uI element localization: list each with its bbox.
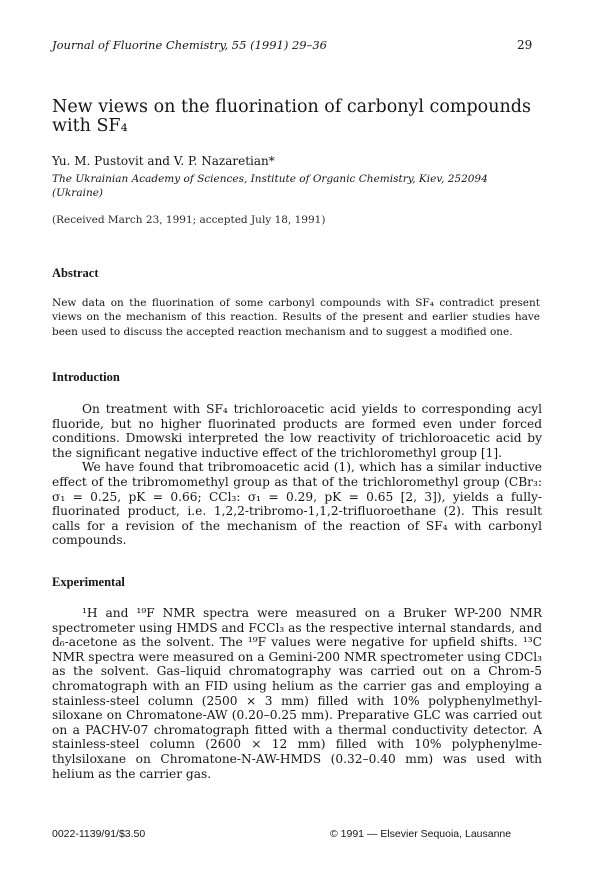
footer-copyright: © 1991 — Elsevier Sequoia, Lausanne xyxy=(330,828,512,840)
received-dates: (Received March 23, 1991; accepted July 18, 1991) xyxy=(52,214,326,226)
experimental-paragraph-1: ¹H and ¹⁹F NMR spectra were measured on a Bruker WP-200 NMR spectrometer using HMDS and FCCl₃ as the respective internal standards, and d₆-acetone as the solvent. The ¹⁹F values were negative for upfield shifts. ¹³C NMR spectra were measured on a Gemini-200 NMR spectrometer using CDCl₃ as the solvent. Gas–liquid chromatography was carried out on a Chrom-5 chromatograph with an FID using helium as the carrier gas and employing a stainless-steel column (2500 × 3 mm) filled with 10% polyphenylmethyl-siloxane on Chromatone-AW (0.20–0.25 mm). Preparative GLC was carried out on a PACHV-07 chromatograph fitted with a thermal conductivity detector. A stainless-steel column (2600 × 12 mm) filled with 10% polyphenylme-thylsiloxane on Chromatone-N-AW-HMDS (0.32–0.40 mm) was used with helium as the carrier gas. xyxy=(52,606,542,781)
abstract-heading: Abstract xyxy=(52,266,99,280)
article-authors: Yu. M. Pustovit and V. P. Nazaretian* xyxy=(52,154,275,168)
page-number: 29 xyxy=(517,38,533,52)
introduction-paragraph-2: We have found that tribromoacetic acid (1), which has a similar inductive effect of the tribromomethyl group as that of the trichloromethyl group (CBr₃: σ₁ = 0.25, pK = 0.66; CCl₃: σ₁ = 0.29, pK = 0.65 [2, 3]), yields a fully-fluorinated product, i.e. 1,2,2-tribromo-1,1,2-trifluoroethane (2). This result calls for a revision of the mechanism of the reaction of SF₄ with carbonyl compounds. xyxy=(52,460,542,548)
introduction-paragraph-1: On treatment with SF₄ trichloroacetic acid yields to corresponding acyl fluoride, but no higher fluorinated products are formed even under forced conditions. Dmowski interpreted the low reactivity of trichloroacetic acid by the significant negative inductive effect of the trichloromethyl group [1]. xyxy=(52,402,542,460)
introduction-body xyxy=(52,402,542,548)
abstract-text: New data on the fluorination of some carbonyl compounds with SF₄ contradict present views on the mechanism of this reaction. Results of the present and earlier studies have been used to discuss the accepted reaction mechanism and to suggest a modified one. xyxy=(52,297,540,338)
experimental-body xyxy=(52,606,542,781)
author-affiliation: The Ukrainian Academy of Sciences, Institute of Organic Chemistry, Kiev, 252094 (Ukraine) xyxy=(52,173,488,199)
article-title: New views on the fluorination of carbonyl compounds with SF₄ xyxy=(52,97,531,136)
footer-issn-code: 0022-1139/91/$3.50 xyxy=(52,828,146,840)
experimental-heading: Experimental xyxy=(52,575,125,589)
introduction-heading: Introduction xyxy=(52,370,120,384)
running-head-journal: Journal of Fluorine Chemistry, 55 (1991) 29–36 xyxy=(52,38,327,52)
